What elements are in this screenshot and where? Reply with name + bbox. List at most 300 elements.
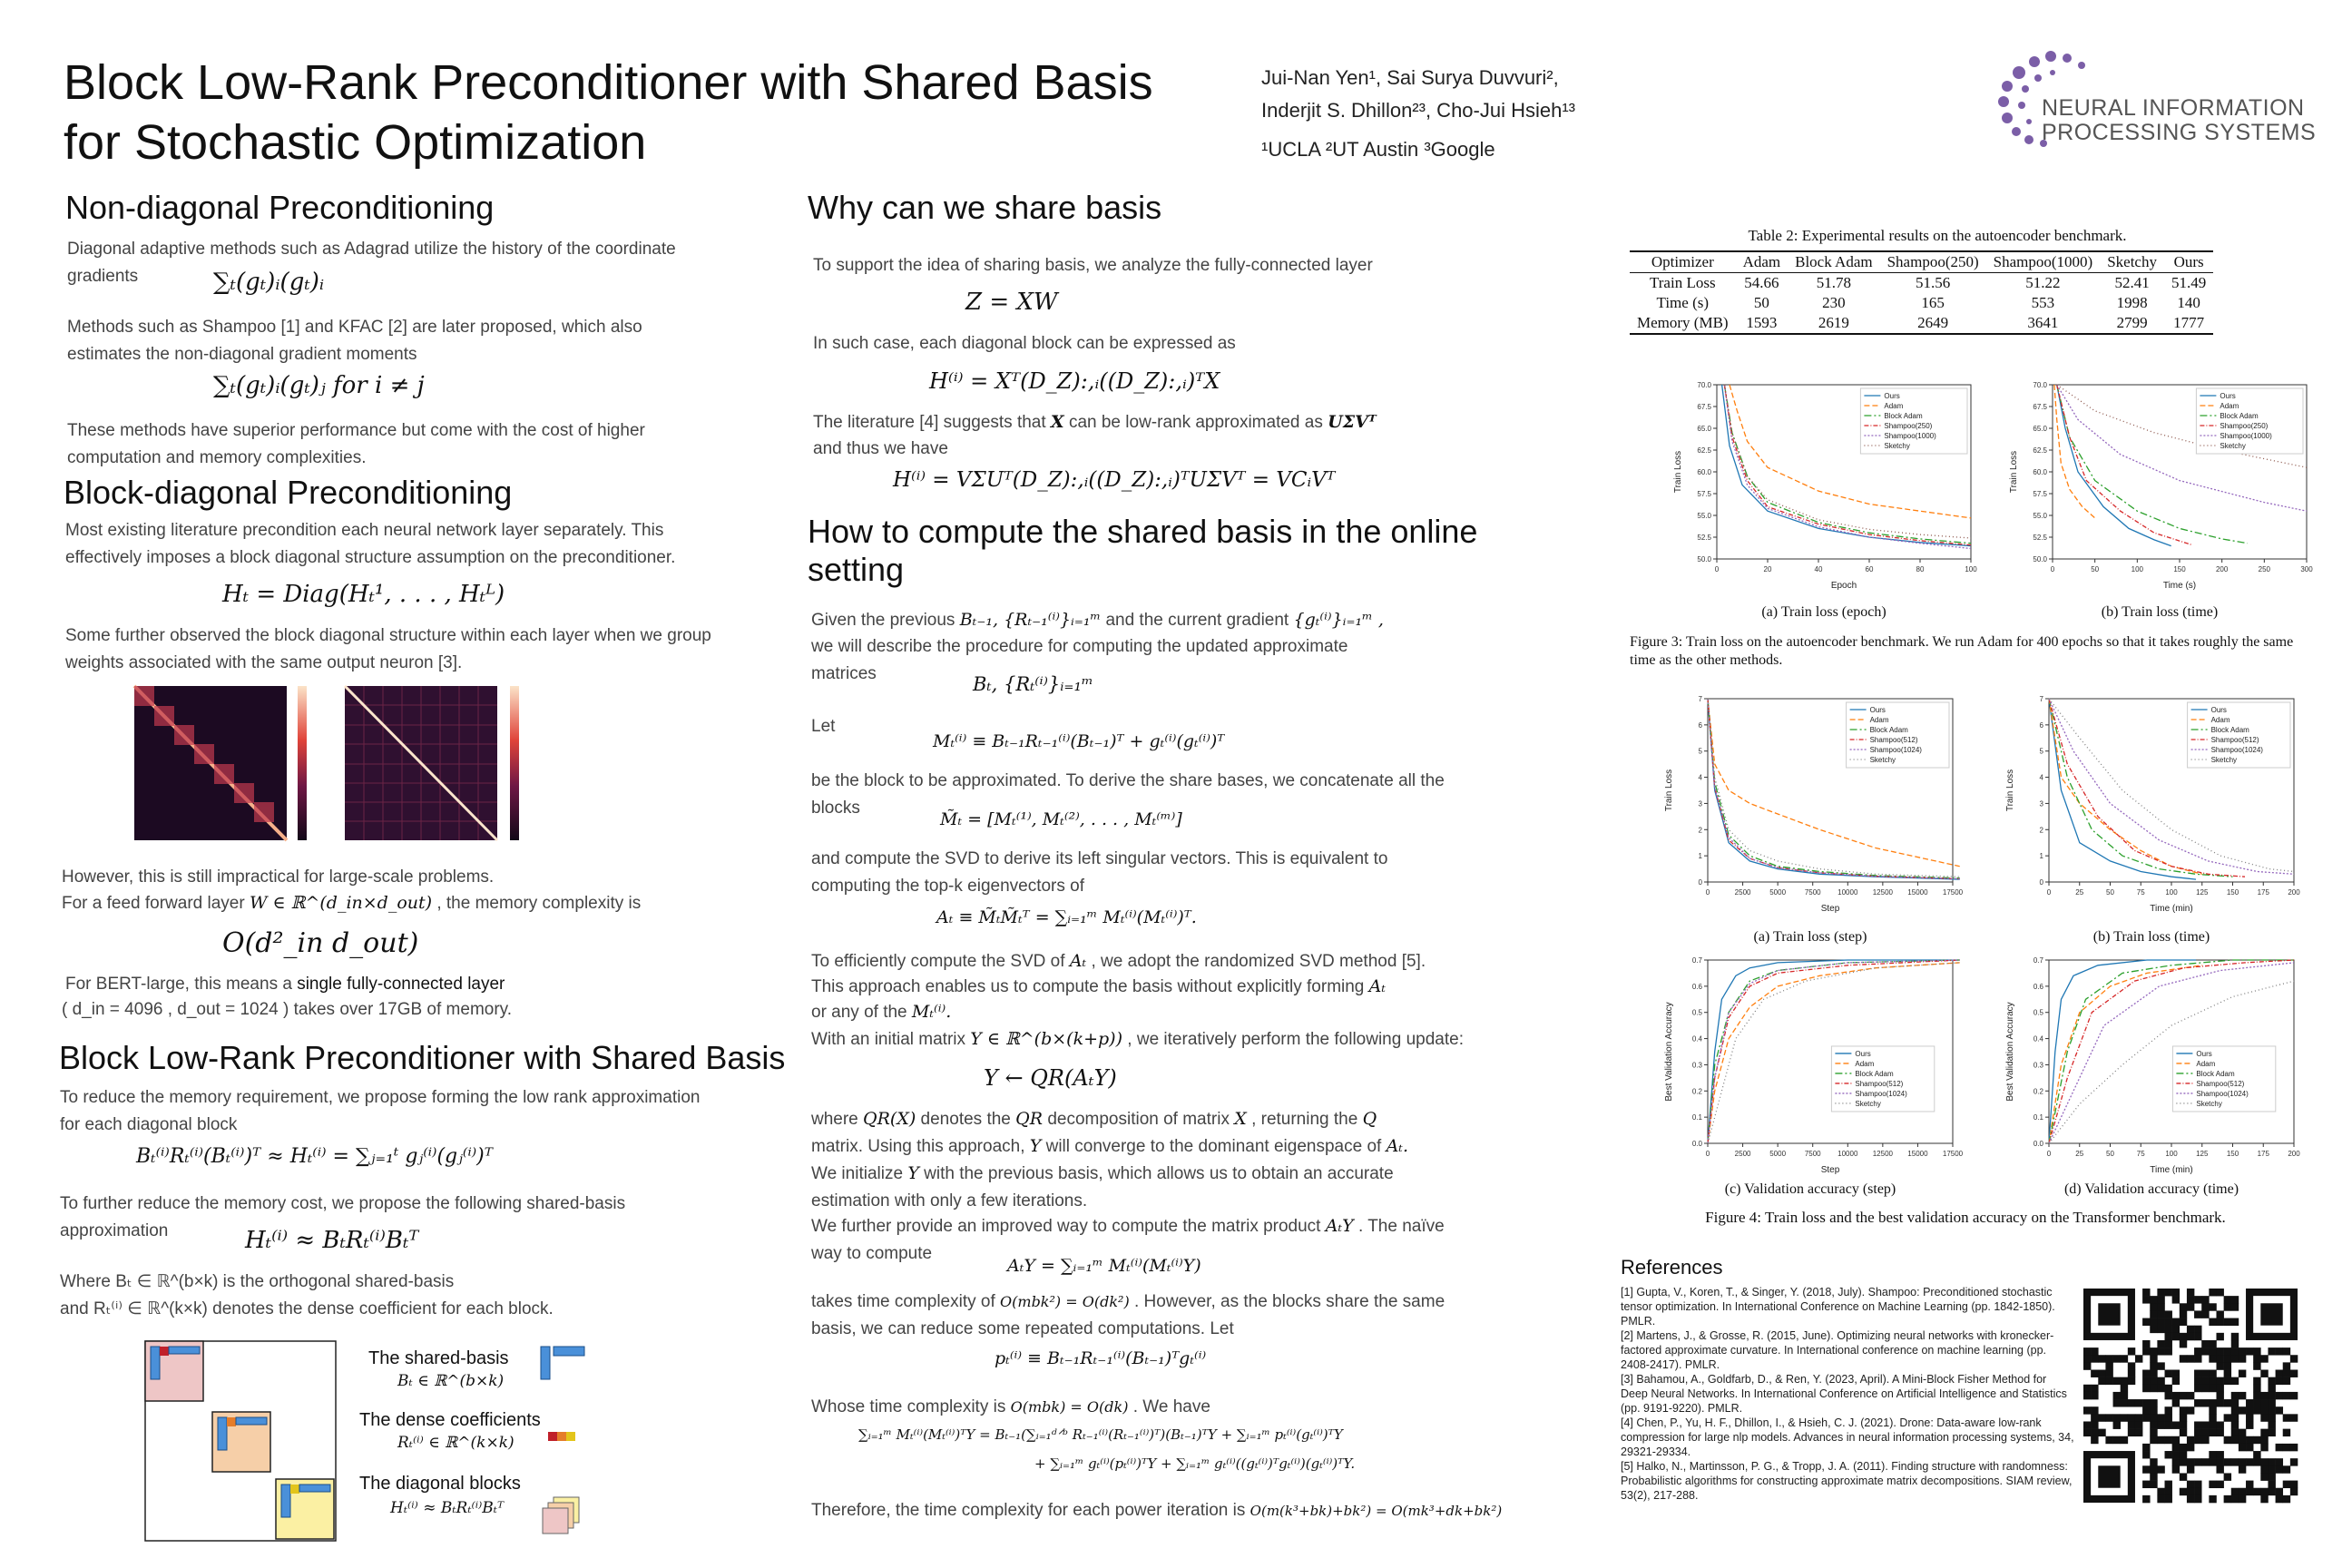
c2-s2-p9-a: With an initial matrix [811, 1030, 965, 1049]
chart-fig4d [2002, 953, 2301, 1180]
qr-module [2187, 1436, 2194, 1444]
qr-module [2231, 1392, 2239, 1399]
c2-s1-p3-c: can be low-rank approximated as [1068, 413, 1323, 432]
qr-module [2209, 1458, 2216, 1465]
qr-module [2283, 1495, 2290, 1503]
qr-module [2194, 1296, 2201, 1303]
qr-module [2091, 1436, 2098, 1444]
s3-paragraph-1: To reduce the memory requirement, we propose forming the low rank approximation for each diagonal block [60, 1088, 701, 1134]
diagram-label-shared-basis: The shared-basis [368, 1348, 509, 1368]
qr-module [2290, 1355, 2298, 1362]
legend-label: Block Adam [2220, 412, 2259, 420]
x-tick-label: 12500 [1872, 1150, 1893, 1158]
x-tick-label: 200 [2288, 1150, 2300, 1158]
table-cell: 1998 [2116, 294, 2148, 311]
legend-label: Ours [1855, 1049, 1871, 1058]
table-cell: 165 [1921, 294, 1945, 311]
y-tick-label: 57.5 [2033, 490, 2047, 498]
qr-module [2268, 1429, 2275, 1436]
qr-module [2128, 1399, 2135, 1406]
qr-module [2165, 1451, 2172, 1458]
c2-s2-p10-h: Q [1362, 1109, 1377, 1129]
qr-module [2142, 1406, 2150, 1414]
poster-title: Block Low-Rank Preconditioner with Shared Basis for Stochastic Optimization [64, 55, 1153, 170]
x-tick-label: 25 [2075, 888, 2084, 897]
qr-module [2165, 1392, 2172, 1399]
qr-module [2231, 1458, 2239, 1465]
c2-s2-paragraph-15 [811, 1394, 1519, 1421]
c2-s2-p13-a: We further provide an improved way to compute the matrix product [811, 1217, 1321, 1236]
legend-label: Block Adam [1869, 726, 1908, 734]
qr-module [2231, 1406, 2239, 1414]
qr-module [2091, 1414, 2098, 1421]
y-tick-label: 60.0 [1697, 468, 1711, 476]
qr-module [2246, 1481, 2253, 1488]
qr-module [2113, 1399, 2121, 1406]
s2-p5-highlight: single fully-connected layer [297, 975, 505, 994]
fig4d-caption: (d) Validation accuracy (time) [2063, 1181, 2239, 1197]
y-tick-label: 0.0 [2033, 1140, 2043, 1148]
qr-module [2142, 1318, 2150, 1326]
qr-module [2187, 1289, 2194, 1296]
y-axis-label: Best Validation Accuracy [2005, 1002, 2015, 1102]
qr-module [2209, 1385, 2216, 1392]
qr-module [2260, 1355, 2268, 1362]
references-list [1621, 1285, 2074, 1503]
x-tick-label: 60 [1865, 565, 1874, 573]
c2-s2-p6-b: Aₜ [1069, 951, 1087, 971]
qr-module [2150, 1421, 2157, 1428]
y-tick-label: 0.2 [1691, 1087, 1702, 1096]
c2-s2-p11-c: will converge to the dominant eigenspace of [1045, 1137, 1382, 1156]
qr-module [2216, 1348, 2223, 1355]
y-tick-label: 55.0 [1697, 512, 1711, 520]
c2-s1-p3-a: The literature [4] suggests that [813, 413, 1046, 432]
qr-module [2209, 1377, 2216, 1385]
x-tick-label: 2500 [1734, 888, 1751, 897]
th-block-adam: Block Adam [1788, 251, 1879, 273]
qr-module [2165, 1385, 2172, 1392]
s2-paragraph-3: However, this is still impractical for large-scale problems. [62, 867, 495, 887]
qr-module [2157, 1303, 2164, 1310]
qr-module [2157, 1362, 2164, 1369]
qr-module [2165, 1318, 2172, 1326]
y-tick-label: 2 [2039, 826, 2043, 835]
table-cell: 51.56 [1915, 274, 1951, 291]
y-tick-label: 0 [1698, 878, 1702, 887]
fig4a-caption: (a) Train loss (step) [1753, 929, 1867, 945]
c2-s2-p11-a: matrix. Using this approach, [811, 1137, 1025, 1156]
legend-label: Shampoo(1024) [1855, 1089, 1907, 1098]
qr-module [2165, 1348, 2172, 1355]
y-tick-label: 0.7 [2033, 956, 2043, 965]
qr-module [2216, 1310, 2223, 1318]
qr-module [2194, 1385, 2201, 1392]
qr-module [2194, 1495, 2201, 1503]
qr-module [2150, 1370, 2157, 1377]
s3-paragraph-4: and Rₜ⁽ⁱ⁾ ∈ ℝ^(k×k) denotes the dense coefficient for each block. [60, 1299, 554, 1318]
qr-module [2105, 1436, 2112, 1444]
qr-module [2209, 1303, 2216, 1310]
qr-module [2098, 1355, 2105, 1362]
c2-s2-paragraph-12 [811, 1160, 1465, 1215]
c2-s2-p15-b: O(mbk) = O(dk) [1010, 1398, 1129, 1416]
fig4-caption: Figure 4: Train loss and the best validation accuracy on the Transformer benchmark. [1705, 1209, 2226, 1226]
c2-s1-paragraph-2: In such case, each diagonal block can be expressed as [813, 334, 1236, 353]
qr-module [2201, 1399, 2209, 1406]
legend-label: Block Adam [1855, 1069, 1894, 1078]
qr-module [2253, 1377, 2260, 1385]
y-tick-label: 50.0 [2033, 555, 2047, 564]
qr-module [2194, 1399, 2201, 1406]
qr-module [2268, 1414, 2275, 1421]
legend-label: Shampoo(1024) [2196, 1089, 2249, 1098]
x-tick-label: 300 [2300, 565, 2313, 573]
qr-module [2083, 1348, 2091, 1355]
qr-module [2224, 1377, 2231, 1385]
c2-s2-paragraph-11 [811, 1132, 1519, 1161]
c2-s2-equation-8a: ∑ᵢ₌₁ᵐ Mₜ⁽ⁱ⁾(Mₜ⁽ⁱ⁾)ᵀY = Bₜ₋₁(∑ᵢ₌₁ᵈᐟᵇ Rₜ₋₁⁽ⁱ⁾(Rₜ₋₁⁽ⁱ⁾)ᵀ)(Bₜ₋₁)ᵀY + ∑ᵢ₌₁ᵐ pₜ⁽ⁱ⁾(gₜ⁽ⁱ⁾)ᵀY [858, 1426, 1343, 1443]
reference-item: [1] Gupta, V., Koren, T., & Singer, Y. (2018, July). Shampoo: Preconditioned stochastic tensor optimization. In International Conference on Machine Learning (pp. 1842-1850). PMLR. [1621, 1286, 2055, 1328]
c2-s2-p1-d: {gₜ⁽ⁱ⁾}ᵢ₌₁ᵐ , [1293, 610, 1384, 630]
y-tick-label: 0.6 [1691, 982, 1702, 991]
legend-label: Shampoo(512) [1855, 1079, 1904, 1088]
table-cell: 2649 [1917, 314, 1949, 331]
qr-module [2165, 1333, 2172, 1340]
qr-module [2209, 1481, 2216, 1488]
table-cell: Memory (MB) [1637, 314, 1729, 331]
y-tick-label: 0 [2039, 878, 2043, 887]
qr-module [2105, 1414, 2112, 1421]
s2-p4-text-c: , the memory complexity is [436, 894, 642, 913]
x-tick-label: 200 [2288, 888, 2300, 897]
qr-module [2083, 1429, 2091, 1436]
qr-module [2165, 1481, 2172, 1488]
qr-module [2157, 1377, 2164, 1385]
c2-s1-p3-d: UΣVᵀ [1328, 412, 1377, 432]
qr-module [2142, 1444, 2150, 1451]
c2-s2-p10-e: decomposition of matrix [1047, 1110, 1230, 1129]
qr-module [2142, 1370, 2150, 1377]
c2-s2-equation-7: pₜ⁽ⁱ⁾ ≡ Bₜ₋₁Rₜ₋₁⁽ⁱ⁾(Bₜ₋₁)ᵀgₜ⁽ⁱ⁾ [995, 1348, 1207, 1368]
x-tick-label: 50 [2091, 565, 2100, 573]
c2-s2-equation-4: Aₜ ≡ M̃ₜM̃ₜᵀ = ∑ᵢ₌₁ᵐ Mₜ⁽ⁱ⁾(Mₜ⁽ⁱ⁾)ᵀ. [936, 907, 1197, 927]
s1-paragraph-2: Methods such as Shampoo [1] and KFAC [2] are later proposed, which also estimates the non-diagonal gradient moments [67, 318, 642, 364]
qr-module [2150, 1377, 2157, 1385]
qr-module [2135, 1355, 2142, 1362]
qr-module [2157, 1414, 2164, 1421]
qr-module [2260, 1370, 2268, 1377]
qr-module [2231, 1399, 2239, 1406]
table-cell: 54.66 [1744, 274, 1779, 291]
qr-module [2142, 1451, 2150, 1458]
y-tick-label: 65.0 [2033, 425, 2047, 433]
c2-s2-p10-b: QR(X) [863, 1109, 916, 1129]
c2-s2-p13-c: . The naïve way to compute [811, 1217, 1445, 1263]
reference-item: [5] Halko, N., Martinsson, P. G., & Tropp, J. A. (2011). Finding structure with randomness: Probabilistic algorithms for constructing approximate matrix decompositions. SIAM review, 53(2), 217-288. [1621, 1460, 2073, 1502]
qr-module [2194, 1421, 2201, 1428]
qr-module [2157, 1488, 2164, 1495]
y-tick-label: 3 [1698, 799, 1702, 808]
y-tick-label: 0.7 [1691, 956, 1702, 965]
legend-box [1860, 388, 1967, 454]
legend-box [1831, 1046, 1934, 1112]
legend-label: Adam [1855, 1059, 1875, 1068]
fig3a-caption: (a) Train loss (epoch) [1761, 604, 1886, 620]
qr-module [2260, 1488, 2268, 1495]
legend-label: Ours [1869, 706, 1886, 714]
results-table-wrap [1630, 250, 2213, 335]
c2-s2-p10-c: denotes the [920, 1110, 1011, 1129]
qr-module [2201, 1436, 2209, 1444]
qr-module [2283, 1370, 2290, 1377]
qr-module [2135, 1429, 2142, 1436]
references-title: References [1621, 1256, 1723, 1279]
qr-module [2239, 1355, 2246, 1362]
y-tick-label: 67.5 [2033, 403, 2047, 411]
qr-module [2231, 1377, 2239, 1385]
qr-module [2201, 1385, 2209, 1392]
qr-module [2165, 1370, 2172, 1377]
block-diagram-svg [143, 1339, 615, 1548]
diagram-label-dense-coeff: The dense coefficients [359, 1410, 541, 1430]
qr-module [2142, 1414, 2150, 1421]
y-tick-label: 6 [1698, 720, 1702, 730]
s2-p4-math: W ∈ ℝ^(d_in×d_out) [249, 893, 433, 913]
s2-p4-text-a: For a feed forward layer [62, 894, 245, 913]
qr-module [2283, 1481, 2290, 1488]
table-cell: 50 [1753, 294, 1769, 311]
qr-module [2142, 1481, 2150, 1488]
x-tick-label: 10000 [1838, 1150, 1858, 1158]
legend-label: Sketchy [2196, 1099, 2222, 1108]
qr-module [2216, 1333, 2223, 1340]
chart-fig4a [1661, 691, 1964, 918]
qr-module [2276, 1370, 2283, 1377]
qr-module [2157, 1318, 2164, 1326]
qr-module [2187, 1406, 2194, 1414]
qr-module [2268, 1348, 2275, 1355]
qr-module [2083, 1421, 2091, 1428]
qr-module [2194, 1333, 2201, 1340]
qr-module [2246, 1444, 2253, 1451]
qr-module [2180, 1429, 2187, 1436]
x-tick-label: 7500 [1804, 1150, 1821, 1158]
qr-module [2150, 1318, 2157, 1326]
qr-module [2113, 1414, 2121, 1421]
qr-module [2290, 1481, 2298, 1488]
qr-module [2128, 1429, 2135, 1436]
s3-paragraph-3: Where Bₜ ∈ ℝ^(b×k) is the orthogonal shared-basis [60, 1272, 455, 1291]
legend-label: Block Adam [1884, 412, 1923, 420]
qr-module [2260, 1392, 2268, 1399]
qr-code[interactable] [2083, 1289, 2298, 1503]
y-tick-label: 0.3 [2033, 1061, 2043, 1070]
x-tick-label: 200 [2215, 565, 2229, 573]
qr-module [2187, 1465, 2194, 1473]
s1-equation-2: ∑ₜ(gₜ)ᵢ(gₜ)ⱼ for i ≠ j [213, 372, 425, 399]
qr-module [2290, 1370, 2298, 1377]
qr-module [2268, 1421, 2275, 1428]
reference-item: [3] Bahamou, A., Goldfarb, D., & Ren, Y. (2023, April). A Mini-Block Fisher Method for Deep Neural Networks. In International Conference on Artificial Intelligence and Statistics (pp. 9191-9220). PMLR. [1621, 1373, 2067, 1415]
qr-module [2172, 1326, 2180, 1333]
fig4b-caption: (b) Train loss (time) [2092, 929, 2210, 945]
affiliations: ¹UCLA ²UT Austin ³Google [1261, 138, 1495, 161]
qr-module [2239, 1348, 2246, 1355]
y-tick-label: 62.5 [1697, 446, 1711, 455]
qr-module [2083, 1406, 2091, 1414]
qr-module [2231, 1488, 2239, 1495]
c2-s2-p14-c: . However, as the blocks share the same basis, we can reduce some repeated computations. Let [811, 1292, 1446, 1338]
qr-module [2201, 1340, 2209, 1348]
s2-p5-text-a: For BERT-large, this means a [65, 975, 292, 994]
c2-s1-paragraph-4: and thus we have [813, 439, 948, 458]
legend-label: Ours [2210, 706, 2227, 714]
qr-module [2128, 1414, 2135, 1421]
legend-label: Shampoo(1000) [2220, 432, 2272, 440]
x-tick-label: 175 [2257, 888, 2269, 897]
authors [1261, 62, 1642, 127]
qr-module [2142, 1399, 2150, 1406]
qr-module [2128, 1421, 2135, 1428]
qr-module [2239, 1406, 2246, 1414]
qr-module [2276, 1458, 2283, 1465]
x-tick-label: 250 [2258, 565, 2271, 573]
s1-paragraph-1: Diagonal adaptive methods such as Adagrad utilize the history of the coordinate gradients [67, 240, 676, 286]
legend-label: Adam [2220, 402, 2239, 410]
qr-module [2157, 1340, 2164, 1348]
qr-module [2268, 1481, 2275, 1488]
y-tick-label: 7 [1698, 695, 1702, 703]
qr-module [2276, 1348, 2283, 1355]
qr-module [2157, 1326, 2164, 1333]
c2-s2-p9-b: Y ∈ ℝ^(b×(k+p)) [970, 1029, 1123, 1049]
th-shampoo-250: Shampoo(250) [1880, 251, 1986, 273]
qr-module [2209, 1348, 2216, 1355]
section-title-how-to-compute: How to compute the shared basis in the online setting [808, 513, 1478, 588]
table-cell: Train Loss [1649, 274, 1716, 291]
qr-module [2150, 1348, 2157, 1355]
qr-module [2180, 1414, 2187, 1421]
qr-module [2283, 1392, 2290, 1399]
qr-module [2091, 1429, 2098, 1436]
x-tick-label: 17500 [1942, 1150, 1964, 1158]
qr-module [2209, 1406, 2216, 1414]
c2-s1-equation-1: Z = XW [965, 289, 1058, 316]
s2-equation-2: O(d²_in d_out) [222, 927, 419, 959]
qr-module [2142, 1289, 2150, 1296]
qr-module [2113, 1392, 2121, 1399]
qr-module [2157, 1289, 2164, 1296]
reference-item: [2] Martens, J., & Grosse, R. (2015, June). Optimizing neural networks with kronecker-factored approximate curvature. In International conference on machine learning (pp. 2408-2417). PMLR. [1621, 1329, 2054, 1371]
s3-paragraph-2: To further reduce the memory cost, we propose the following shared-basis approximation [60, 1194, 626, 1240]
qr-module [2150, 1429, 2157, 1436]
x-tick-label: 0 [2046, 888, 2052, 897]
qr-module [2187, 1444, 2194, 1451]
qr-module [2150, 1481, 2157, 1488]
qr-module [2128, 1370, 2135, 1377]
qr-module [2224, 1414, 2231, 1421]
qr-module [2180, 1488, 2187, 1495]
c2-s2-paragraph-2: we will describe the procedure for computing the updated approximate matrices [811, 637, 1348, 683]
qr-module [2283, 1465, 2290, 1473]
x-tick-label: 0 [1705, 888, 1710, 897]
th-optimizer: Optimizer [1630, 251, 1736, 273]
y-tick-label: 0.4 [1691, 1034, 1702, 1044]
table-cell: 3641 [2027, 314, 2059, 331]
c2-s2-equation-6: AₜY = ∑ᵢ₌₁ᵐ Mₜ⁽ⁱ⁾(Mₜ⁽ⁱ⁾Y) [1007, 1256, 1201, 1276]
qr-module [2157, 1421, 2164, 1428]
qr-module [2224, 1362, 2231, 1369]
qr-module [2150, 1296, 2157, 1303]
qr-module [2150, 1414, 2157, 1421]
qr-module [2231, 1414, 2239, 1421]
qr-module [2172, 1296, 2180, 1303]
qr-module [2165, 1289, 2172, 1296]
table-header-row [1630, 251, 2213, 273]
qr-module [2260, 1458, 2268, 1465]
y-tick-label: 0.6 [2033, 982, 2043, 991]
qr-finder-center [2098, 1303, 2120, 1325]
qr-module [2165, 1406, 2172, 1414]
qr-module [2187, 1481, 2194, 1488]
x-axis-label: Time (s) [2162, 581, 2197, 591]
c2-s2-p1-c: and the current gradient [1105, 611, 1289, 630]
qr-module [2224, 1370, 2231, 1377]
qr-module [2231, 1303, 2239, 1310]
x-tick-label: 7500 [1804, 888, 1821, 897]
qr-module [2201, 1370, 2209, 1377]
c2-s2-p12-b: Y [907, 1163, 919, 1183]
qr-module [2201, 1377, 2209, 1385]
qr-module [2276, 1392, 2283, 1399]
table-cell: 2799 [2116, 314, 2148, 331]
qr-module [2098, 1414, 2105, 1421]
c2-s2-p16-a: Therefore, the time complexity for each power iteration is [811, 1501, 1246, 1520]
c2-s2-paragraph-7 [811, 973, 1519, 1001]
c2-s2-p15-c: . We have [1132, 1397, 1210, 1416]
x-tick-label: 5000 [1769, 1150, 1787, 1158]
y-tick-label: 0.5 [1691, 1008, 1702, 1017]
qr-module [2201, 1458, 2209, 1465]
y-tick-label: 5 [1698, 747, 1702, 756]
qr-module [2128, 1362, 2135, 1369]
y-tick-label: 0.1 [1691, 1113, 1702, 1122]
qr-module [2231, 1340, 2239, 1348]
qr-module [2290, 1414, 2298, 1421]
logo-text-2: PROCESSING SYSTEMS [2042, 120, 2317, 145]
c2-s2-paragraph-16 [811, 1497, 1537, 1524]
qr-module [2224, 1436, 2231, 1444]
qr-module [2172, 1444, 2180, 1451]
qr-module [2187, 1495, 2194, 1503]
legend-label: Adam [2196, 1059, 2216, 1068]
qr-module [2142, 1348, 2150, 1355]
qr-module [2150, 1406, 2157, 1414]
s2-paragraph-6: ( d_in = 4096 , d_out = 1024 ) takes over 17GB of memory. [62, 1000, 513, 1019]
qr-module [2268, 1392, 2275, 1399]
qr-module [2201, 1348, 2209, 1355]
x-tick-label: 100 [2165, 888, 2178, 897]
s2-paragraph-5 [65, 971, 737, 998]
y-tick-label: 0.5 [2033, 1008, 2043, 1017]
qr-module [2268, 1488, 2275, 1495]
qr-module [2246, 1458, 2253, 1465]
qr-module [2268, 1458, 2275, 1465]
qr-module [2276, 1377, 2283, 1385]
qr-module [2224, 1318, 2231, 1326]
qr-module [2201, 1303, 2209, 1310]
